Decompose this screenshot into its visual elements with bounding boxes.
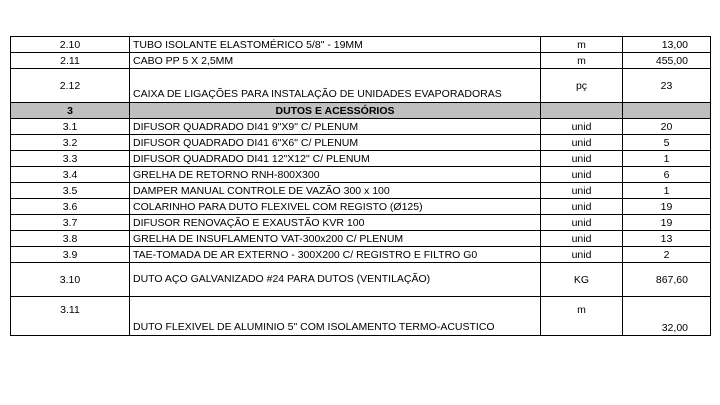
item-quantity: 6	[623, 167, 711, 183]
section-blank-cell	[623, 103, 711, 119]
item-quantity: 13	[623, 231, 711, 247]
item-unit: unid	[541, 167, 623, 183]
item-description: GRELHA DE INSUFLAMENTO VAT-300x200 C/ PLENUM	[130, 231, 541, 247]
item-number: 3.9	[11, 247, 130, 263]
item-description: DIFUSOR QUADRADO DI41 9"X9" C/ PLENUM	[130, 119, 541, 135]
item-unit: unid	[541, 247, 623, 263]
item-description: DIFUSOR QUADRADO DI41 6"X6" C/ PLENUM	[130, 135, 541, 151]
item-unit: unid	[541, 199, 623, 215]
table-row	[11, 231, 711, 247]
table-row	[11, 263, 711, 297]
item-quantity: 1	[623, 183, 711, 199]
table-row	[11, 183, 711, 199]
item-number: 3.11	[11, 297, 130, 336]
item-unit: m	[541, 297, 623, 336]
item-unit: unid	[541, 119, 623, 135]
item-description: GRELHA DE RETORNO RNH-800X300	[130, 167, 541, 183]
item-quantity: 13,00	[623, 37, 711, 53]
item-number: 3.2	[11, 135, 130, 151]
item-description: DUTO AÇO GALVANIZADO #24 PARA DUTOS (VENTILAÇÃO)	[130, 263, 541, 297]
table-row	[11, 119, 711, 135]
table-row	[11, 199, 711, 215]
table-row	[11, 69, 711, 103]
item-quantity: 23	[623, 69, 711, 103]
item-unit: KG	[541, 263, 623, 297]
item-quantity: 19	[623, 215, 711, 231]
item-description: DIFUSOR QUADRADO DI41 12"X12" C/ PLENUM	[130, 151, 541, 167]
item-quantity: 1	[623, 151, 711, 167]
table-row	[11, 135, 711, 151]
item-unit: pç	[541, 69, 623, 103]
item-quantity: 867,60	[623, 263, 711, 297]
quantities-table	[10, 36, 711, 336]
table-row	[11, 247, 711, 263]
item-number: 3.3	[11, 151, 130, 167]
item-number: 3.1	[11, 119, 130, 135]
item-number: 2.10	[11, 37, 130, 53]
section-header-row	[11, 103, 711, 119]
table-row	[11, 297, 711, 336]
item-description: CAIXA DE LIGAÇÕES PARA INSTALAÇÃO DE UNIDADES EVAPORADORAS	[130, 69, 541, 103]
item-unit: unid	[541, 231, 623, 247]
section-title: DUTOS E ACESSÓRIOS	[130, 103, 541, 119]
item-number: 3.5	[11, 183, 130, 199]
section-number: 3	[11, 103, 130, 119]
item-unit: unid	[541, 151, 623, 167]
item-unit: unid	[541, 183, 623, 199]
item-unit: unid	[541, 215, 623, 231]
item-number: 3.10	[11, 263, 130, 297]
item-unit: m	[541, 53, 623, 69]
section-blank-cell	[541, 103, 623, 119]
item-number: 3.6	[11, 199, 130, 215]
table-row	[11, 53, 711, 69]
item-description: TUBO ISOLANTE ELASTOMÉRICO 5/8" - 19MM	[130, 37, 541, 53]
item-description: CABO PP 5 X 2,5MM	[130, 53, 541, 69]
item-quantity: 5	[623, 135, 711, 151]
item-quantity: 20	[623, 119, 711, 135]
item-number: 3.7	[11, 215, 130, 231]
item-quantity: 2	[623, 247, 711, 263]
item-description: TAE-TOMADA DE AR EXTERNO - 300X200 C/ REGISTRO E FILTRO G0	[130, 247, 541, 263]
table-row	[11, 151, 711, 167]
table-row	[11, 37, 711, 53]
item-description: COLARINHO PARA DUTO FLEXIVEL COM REGISTO (Ø125)	[130, 199, 541, 215]
item-number: 2.12	[11, 69, 130, 103]
item-number: 2.11	[11, 53, 130, 69]
item-description: DIFUSOR RENOVAÇÃO E EXAUSTÃO KVR 100	[130, 215, 541, 231]
table-row	[11, 215, 711, 231]
item-quantity: 19	[623, 199, 711, 215]
item-quantity: 455,00	[623, 53, 711, 69]
item-description: DAMPER MANUAL CONTROLE DE VAZÃO 300 x 100	[130, 183, 541, 199]
item-unit: m	[541, 37, 623, 53]
item-number: 3.8	[11, 231, 130, 247]
item-quantity: 32,00	[623, 297, 711, 336]
item-unit: unid	[541, 135, 623, 151]
item-description: DUTO FLEXIVEL DE ALUMINIO 5" COM ISOLAMENTO TERMO-ACUSTICO	[130, 297, 541, 336]
table-row	[11, 167, 711, 183]
item-number: 3.4	[11, 167, 130, 183]
